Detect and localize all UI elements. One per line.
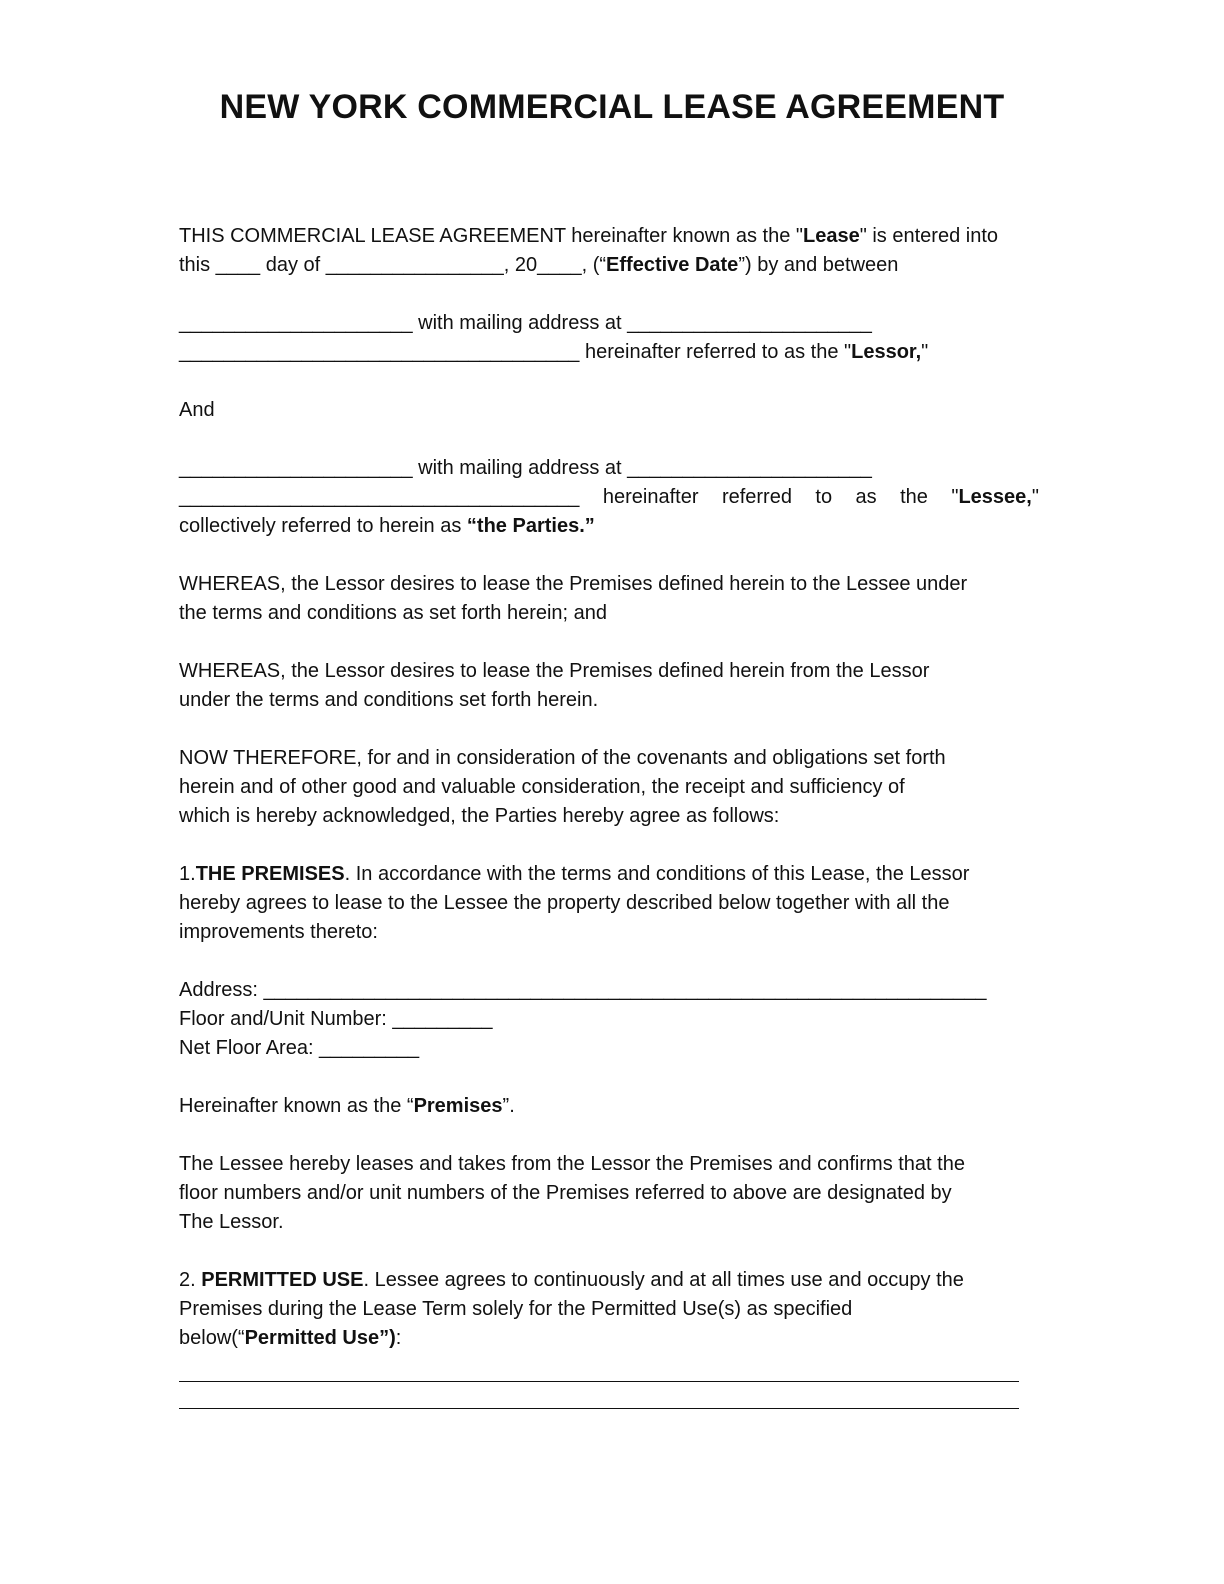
section-1-paragraph xyxy=(179,860,1039,947)
section-number: 1. xyxy=(179,863,196,885)
lessor-paragraph xyxy=(179,309,1039,367)
whereas-1-line-1: WHEREAS, the Lessor desires to lease the Premises defined herein to the Lessee under xyxy=(179,573,968,595)
intro-text: THIS COMMERCIAL LEASE AGREEMENT hereinafter known as the " xyxy=(179,225,803,247)
section-1-line-1 xyxy=(179,860,1039,889)
net-floor-area-field: Net Floor Area: _________ xyxy=(179,1037,420,1059)
section-1-line-2: hereby agrees to lease to the Lessee the property described below together with all the xyxy=(179,892,950,914)
now-therefore-line-1: NOW THEREFORE, for and in consideration of the covenants and obligations set forth xyxy=(179,747,946,769)
effective-date-bold: Effective Date xyxy=(606,254,739,276)
intro-paragraph xyxy=(179,222,1039,280)
confirm-line-1: The Lessee hereby leases and takes from the Lessor the Premises and confirms that the xyxy=(179,1153,965,1175)
section-1-text: . In accordance with the terms and conditions of this Lease, the Lessor xyxy=(344,863,970,885)
section-2-line-1 xyxy=(179,1266,1039,1295)
lessee-quote: " xyxy=(1031,486,1039,508)
section-2-heading: PERMITTED USE xyxy=(201,1269,364,1291)
floor-unit-field: Floor and/Unit Number: _________ xyxy=(179,1008,493,1030)
now-therefore-line-2: herein and of other good and valuable consideration, the receipt and sufficiency of xyxy=(179,776,905,798)
lessor-line-2 xyxy=(179,338,1039,367)
lessee-word: referred xyxy=(721,486,792,508)
parties-bold: “the Parties.” xyxy=(466,515,595,537)
premises-text: Hereinafter known as the “ xyxy=(179,1095,414,1117)
section-2-text: . Lessee agrees to continuously and at all times use and occupy the xyxy=(363,1269,964,1291)
section-2-text: : xyxy=(395,1327,402,1349)
now-therefore-line-3: which is hereby acknowledged, the Parties hereby agree as follows: xyxy=(179,805,780,827)
whereas-2-line-1: WHEREAS, the Lessor desires to lease the Premises defined herein from the Lessor xyxy=(179,660,930,682)
lessee-line-3 xyxy=(179,512,1039,541)
lessee-line-1: _____________________ with mailing address at ______________________ xyxy=(179,457,872,479)
lessee-blank: ____________________________________ xyxy=(179,486,580,508)
lessee-bold: Lessee, xyxy=(958,486,1032,508)
lessee-word: as xyxy=(855,486,877,508)
now-therefore-paragraph xyxy=(179,744,1039,831)
intro-text: this ____ day of ________________, 20____, (“ xyxy=(179,254,607,276)
lessee-text: collectively referred to herein as xyxy=(179,515,467,537)
intro-line-1 xyxy=(179,222,1039,251)
lessor-bold: Lessor, xyxy=(851,341,922,363)
section-2-text: below(“ xyxy=(179,1327,245,1349)
document-title: NEW YORK COMMERCIAL LEASE AGREEMENT xyxy=(219,88,1005,126)
lessor-text: ____________________________________ hereinafter referred to as the " xyxy=(179,341,852,363)
lessee-quote: " xyxy=(951,486,959,508)
whereas-2-line-2: under the terms and conditions set forth herein. xyxy=(179,689,599,711)
lessee-line-2 xyxy=(179,483,1039,512)
section-2-paragraph xyxy=(179,1266,1039,1409)
premises-fields xyxy=(179,976,1039,1063)
confirm-line-2: floor numbers and/or unit numbers of the Premises referred to above are designated by xyxy=(179,1182,952,1204)
section-number: 2. xyxy=(179,1269,202,1291)
premises-bold: Premises xyxy=(413,1095,503,1117)
intro-text: ”) by and between xyxy=(738,254,899,276)
lessor-line-1: _____________________ with mailing address at ______________________ xyxy=(179,312,872,334)
lessor-text: " xyxy=(921,341,929,363)
confirm-line-3: The Lessor. xyxy=(179,1211,284,1233)
permitted-use-blank-line-1 xyxy=(179,1353,1019,1382)
premises-known-line xyxy=(179,1092,1039,1121)
lessee-word: hereinafter xyxy=(602,486,699,508)
section-2-line-2: Premises during the Lease Term solely for the Permitted Use(s) as specified xyxy=(179,1298,853,1320)
and-paragraph: And xyxy=(179,399,215,421)
section-1-heading: THE PREMISES xyxy=(195,863,345,885)
section-1-line-3: improvements thereto: xyxy=(179,921,378,943)
permitted-use-bold: Permitted Use”) xyxy=(244,1327,396,1349)
premises-known-paragraph xyxy=(179,1092,1039,1121)
section-2-line-3 xyxy=(179,1324,1039,1353)
confirm-paragraph xyxy=(179,1150,1039,1237)
whereas-1-paragraph xyxy=(179,570,1039,628)
lessee-word: the xyxy=(900,486,928,508)
address-field: Address: _________________________________________________________________ xyxy=(179,979,987,1001)
lease-term-bold: Lease xyxy=(802,225,860,247)
premises-text: ”. xyxy=(502,1095,515,1117)
lessee-paragraph xyxy=(179,454,1039,541)
intro-text: " is entered into xyxy=(859,225,998,247)
lessee-word: to xyxy=(815,486,833,508)
lessee-bold-group xyxy=(951,483,1039,512)
document-body xyxy=(179,222,1039,1409)
intro-line-2 xyxy=(179,251,1039,280)
whereas-2-paragraph xyxy=(179,657,1039,715)
permitted-use-blank-line-2 xyxy=(179,1382,1019,1409)
whereas-1-line-2: the terms and conditions as set forth herein; and xyxy=(179,602,608,624)
